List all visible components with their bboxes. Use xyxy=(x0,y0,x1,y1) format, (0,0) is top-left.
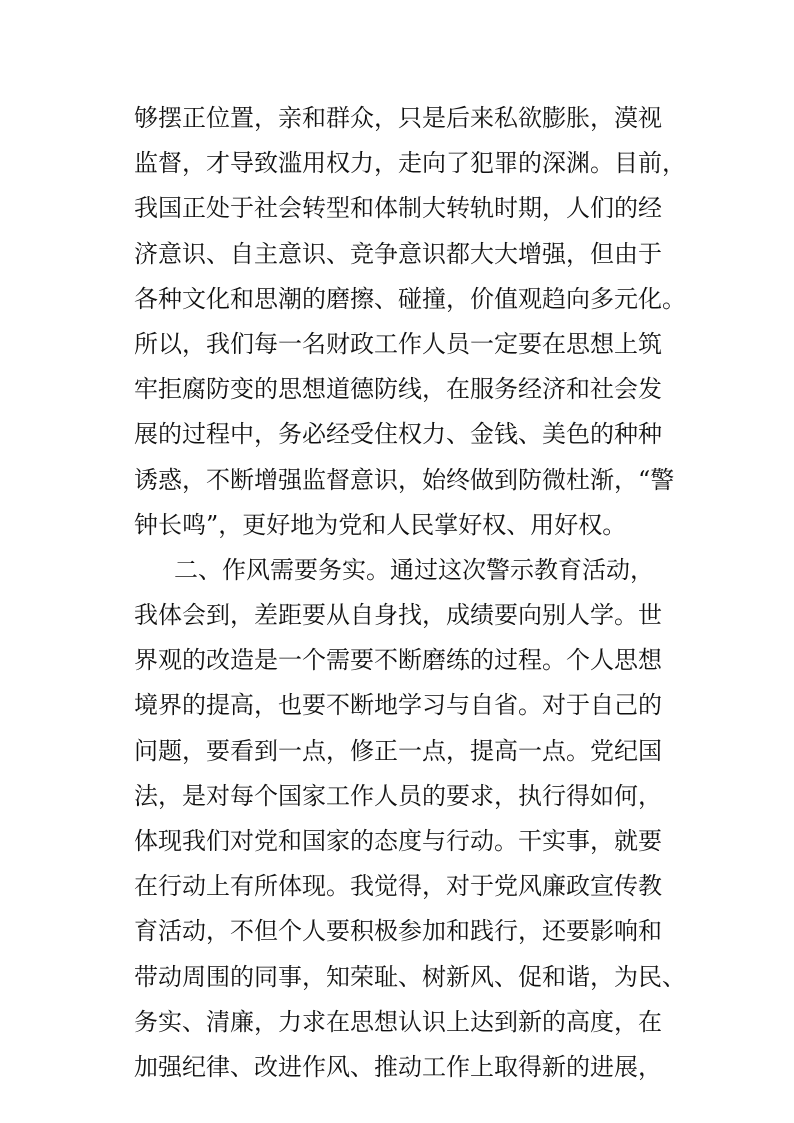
text-line: 带动周围的同事，知荣耻、树新风、促和谐，为民、 xyxy=(134,962,686,991)
text-line: 够摆正位置，亲和群众，只是后来私欲膨胀，漠视 xyxy=(134,104,662,132)
text-line: 监督，才导致滥用权力，走向了犯罪的深渊。目前， xyxy=(134,149,686,178)
text-line: 各种文化和思潮的磨擦、碰撞，价值观趋向多元化。 xyxy=(134,284,686,313)
text-line: 境界的提高，也要不断地学习与自省。对于自己的 xyxy=(134,691,662,720)
text-line: 育活动，不但个人要积极参加和践行，还要影响和 xyxy=(134,917,662,946)
body-text xyxy=(134,96,686,1090)
text-line: 法，是对每个国家工作人员的要求，执行得如何， xyxy=(134,781,662,810)
text-line: 展的过程中，务必经受住权力、金钱、美色的种种 xyxy=(134,420,662,449)
text-line: 济意识、自主意识、竞争意识都大大增强，但由于 xyxy=(134,239,662,268)
text-line: 在行动上有所体现。我觉得，对于党风廉政宣传教 xyxy=(134,872,662,901)
text-line: 牢拒腐防变的思想道德防线，在服务经济和社会发 xyxy=(134,375,662,404)
text-line: 界观的改造是一个需要不断磨练的过程。个人思想 xyxy=(134,646,662,675)
text-line: 问题，要看到一点，修正一点，提高一点。党纪国 xyxy=(134,736,662,765)
text-line: 钟长鸣”，更好地为党和人民掌好权、用好权。 xyxy=(134,510,627,539)
text-line: 务实、清廉，力求在思想认识上达到新的高度，在 xyxy=(134,1007,662,1036)
text-line: 我国正处于社会转型和体制大转轨时期，人们的经 xyxy=(134,194,662,223)
text-line: 诱惑，不断增强监督意识，始终做到防微杜渐，“警 xyxy=(134,465,675,494)
text-line: 我体会到，差距要从自身找，成绩要向别人学。世 xyxy=(134,601,662,630)
text-line: 加强纪律、改进作风、推动工作上取得新的进展， xyxy=(134,1052,662,1081)
paragraph-start-line: 二、作风需要务实。通过这次警示教育活动， xyxy=(174,555,654,584)
text-line: 所以，我们每一名财政工作人员一定要在思想上筑 xyxy=(134,329,662,358)
text-line: 体现我们对党和国家的态度与行动。干实事，就要 xyxy=(134,827,662,855)
